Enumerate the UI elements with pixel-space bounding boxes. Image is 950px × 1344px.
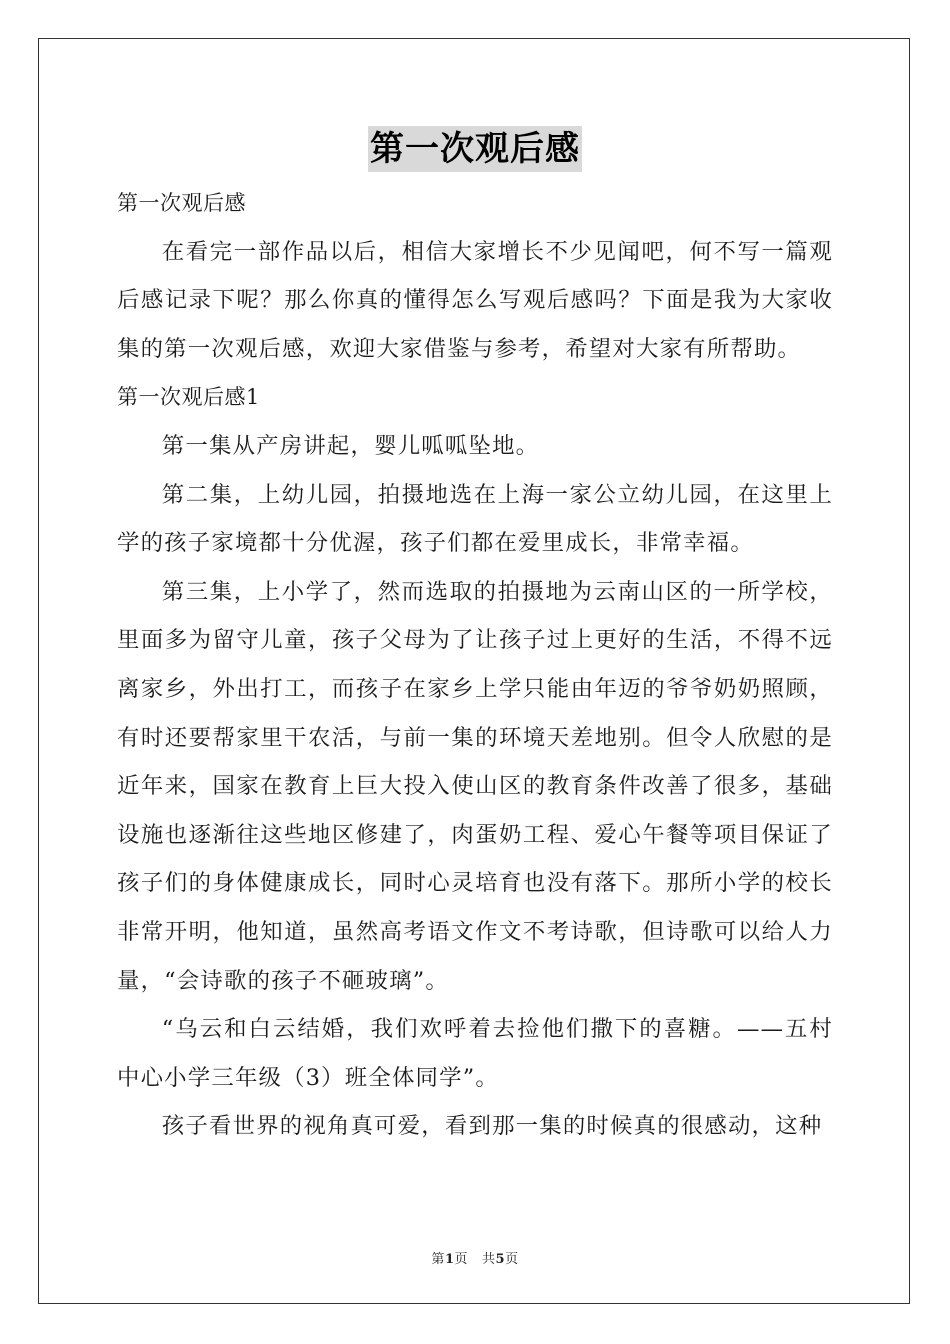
total-prefix: 共 — [482, 1252, 496, 1267]
intro-paragraph: 在看完一部作品以后，相信大家增长不少见闻吧，何不写一篇观后感记录下呢？那么你真的懂得怎么写观后感吗？下面是我为大家收集的第一次观后感，欢迎大家借鉴与参考，希望对大家有所帮助。 — [117, 238, 833, 362]
page-prefix: 第 — [431, 1252, 445, 1267]
section-heading: 第一次观后感1 — [117, 385, 260, 410]
body-paragraph: 第二集，上幼儿园，拍摄地选在上海一家公立幼儿园，在这里上学的孩子家境都十分优渥，孩子们都在爱里成长，非常幸福。 — [117, 481, 833, 557]
total-suffix: 页 — [505, 1252, 519, 1267]
body-paragraph: 第一集从产房讲起，婴儿呱呱坠地。 — [161, 432, 540, 459]
page-current: 1 — [444, 1252, 455, 1267]
page-total: 5 — [495, 1252, 506, 1267]
page-footer — [0, 1248, 950, 1267]
page-suffix: 页 — [454, 1252, 468, 1267]
body-paragraph: 第三集，上小学了，然而选取的拍摄地为云南山区的一所学校，里面多为留守儿童，孩子父母为了让孩子过上更好的生活，不得不远离家乡，外出打工，而孩子在家乡上学只能由年迈的爷爷奶奶照顾，有时还要帮家里干农活，与前一集的环境天差地别。但令人欣慰的是近年来，国家在教育上巨大投入使山区的教育条件改善了很多，基础设施也逐渐往这些地区修建了，肉蛋奶工程、爱心午餐等项目保证了孩子们的身体健康成长，同时心灵培育也没有落下。那所小学的校长非常开明，他知道，虽然高考语文作文不考诗歌，但诗歌可以给人力量，“会诗歌的孩子不砸玻璃”。 — [117, 578, 833, 994]
document-body — [117, 179, 833, 1151]
body-paragraph: 孩子看世界的视角真可爱，看到那一集的时候真的很感动，这种 — [161, 1113, 823, 1140]
document-subtitle: 第一次观后感 — [117, 191, 246, 215]
body-paragraph: “乌云和白云结婚，我们欢呼着去捡他们撒下的喜糖。——五村中心小学三年级（3）班全体同学”。 — [117, 1016, 833, 1091]
document-title: 第一次观后感 — [368, 126, 582, 172]
title-container — [0, 126, 950, 172]
